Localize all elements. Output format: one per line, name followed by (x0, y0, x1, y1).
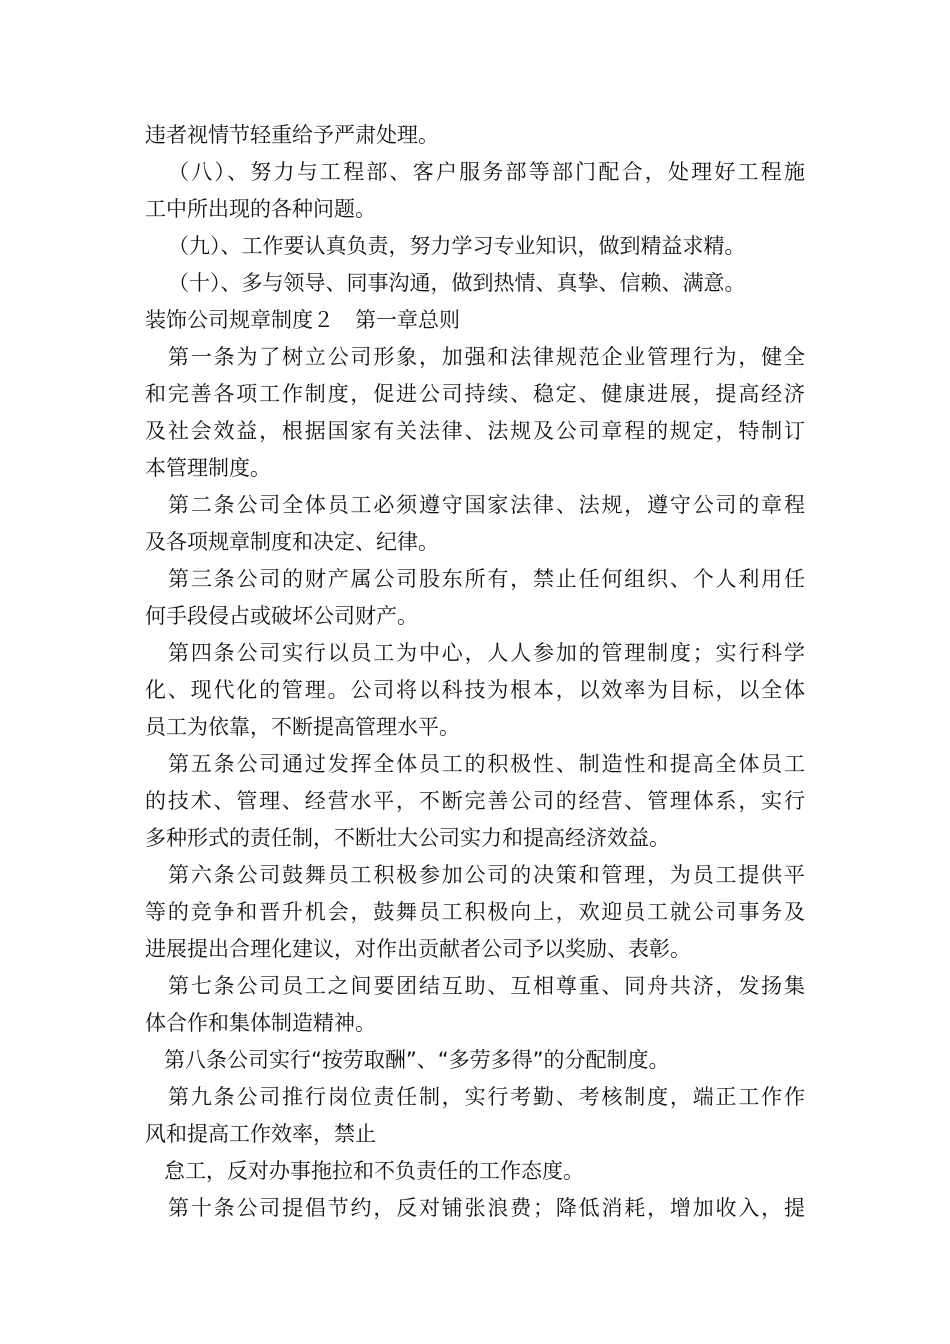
text-line: 怠工，反对办事拖拉和不负责任的工作态度。 (164, 1159, 584, 1183)
text-line: （九）、工作要认真负责，努力学习专业知识，做到精益求精。 (168, 234, 746, 258)
text-line: 员工为依靠，不断提高管理水平。 (145, 715, 460, 739)
text-line: 第五条公司通过发挥全体员工的积极性、制造性和提高全体员工 (168, 752, 805, 776)
text-line: 第三条公司的财产属公司股东所有，禁止任何组织、个人利用任 (168, 567, 805, 591)
text-line: 进展提出合理化建议，对作出贡献者公司予以奖励、表彰。 (145, 937, 691, 961)
text-line: 第四条公司实行以员工为中心，人人参加的管理制度；实行科学 (168, 641, 805, 665)
text-line: 第九条公司推行岗位责任制，实行考勤、考核制度，端正工作作 (168, 1085, 805, 1109)
section-heading: 装饰公司规章制度２ 第一章总则 (145, 308, 460, 332)
text-line: 等的竞争和晋升机会，鼓舞员工积极向上，欢迎员工就公司事务及 (145, 900, 805, 924)
text-line: 第七条公司员工之间要团结互助、互相尊重、同舟共济，发扬集 (168, 974, 805, 998)
text-line: 风和提高工作效率，禁止 (145, 1122, 376, 1146)
text-line: （八）、努力与工程部、客户服务部等部门配合，处理好工程施 (168, 160, 805, 184)
text-line: 工中所出现的各种问题。 (145, 197, 376, 221)
text-line: 及各项规章制度和决定、纪律。 (145, 530, 439, 554)
text-line: 和完善各项工作制度，促进公司持续、稳定、健康进展，提高经济 (145, 382, 805, 406)
text-line: （十）、多与领导、同事沟通，做到热情、真挚、信赖、满意。 (168, 271, 746, 295)
text-line: 第二条公司全体员工必须遵守国家法律、法规，遵守公司的章程 (168, 493, 805, 517)
text-line: 及社会效益，根据国家有关法律、法规及公司章程的规定，特制订 (145, 419, 805, 443)
text-line: 本管理制度。 (145, 456, 271, 480)
text-line: 第八条公司实行“按劳取酬”、“多劳多得”的分配制度。 (164, 1048, 670, 1072)
text-line: 何手段侵占或破坏公司财产。 (145, 604, 418, 628)
text-line: 第十条公司提倡节约，反对铺张浪费；降低消耗，增加收入，提 (168, 1196, 805, 1220)
text-line: 多种形式的责任制，不断壮大公司实力和提高经济效益。 (145, 826, 670, 850)
text-line: 的技术、管理、经营水平，不断完善公司的经营、管理体系，实行 (145, 789, 805, 813)
text-line: 违者视情节轻重给予严肃处理。 (145, 123, 439, 147)
text-line: 第六条公司鼓舞员工积极参加公司的决策和管理，为员工提供平 (168, 863, 805, 887)
text-line: 化、现代化的管理。公司将以科技为根本，以效率为目标，以全体 (145, 678, 805, 702)
text-line: 体合作和集体制造精神。 (145, 1011, 376, 1035)
text-line: 第一条为了树立公司形象，加强和法律规范企业管理行为，健全 (168, 345, 805, 369)
